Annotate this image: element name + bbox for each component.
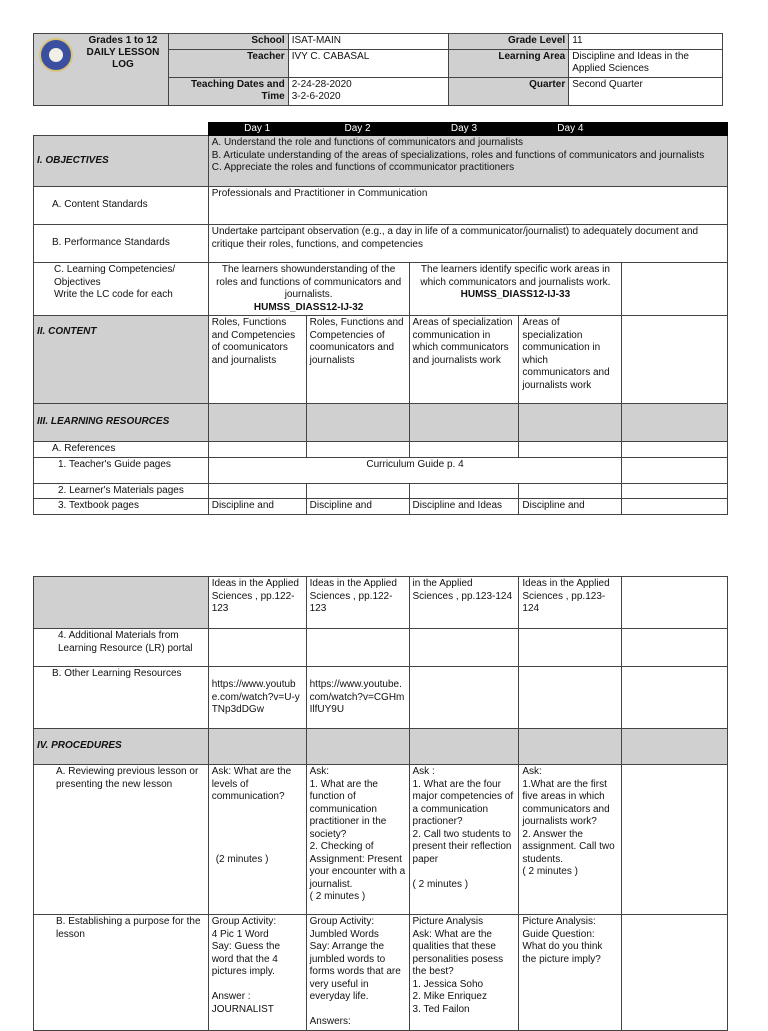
lc-day1-2 (208, 263, 409, 316)
reviewing-label: A. Reviewing previous lesson or presenting the new lesson (34, 765, 209, 915)
content-label: II. CONTENT (34, 316, 209, 404)
dates-label: Teaching Dates and Time (168, 77, 288, 105)
procedures-day4 (519, 729, 622, 765)
grade-label: Grade Level (449, 34, 569, 50)
textbook-cont-day3: in the Applied Sciences , pp.123-124 (409, 577, 519, 629)
review-day5 (622, 765, 728, 915)
references-day3 (409, 442, 519, 458)
content-day4: Areas of specialization communication in which communicators and journalists work (519, 316, 622, 404)
content-day5 (622, 316, 728, 404)
day-header-blank (34, 123, 209, 136)
lm-day3 (409, 483, 519, 499)
textbook-cont-day1: Ideas in the Applied Sciences , pp.122-123 (208, 577, 306, 629)
deped-header-cell (34, 34, 169, 106)
other-resources-day2[interactable]: https://www.youtube.com/watch?v=CGHmIlfUY9U (306, 667, 409, 729)
purpose-day1: Group Activity: 4 Pic 1 Word Say: Guess the word that the 4 pictures imply. Answer : JOURNALIST (208, 915, 306, 1031)
day-4-header: Day 4 (519, 123, 622, 136)
resources-day5 (622, 404, 728, 442)
area-value: Discipline and Ideas in the Applied Sciences (569, 49, 723, 77)
textbook-day2: Discipline and (306, 499, 409, 515)
lc-day3-4 (409, 263, 622, 316)
textbook-cont-day4: Ideas in the Applied Sciences , pp.123-124 (519, 577, 622, 629)
references-day1 (208, 442, 306, 458)
day-5-header (622, 123, 728, 136)
textbook-cont-day2: Ideas in the Applied Sciences , pp.122-123 (306, 577, 409, 629)
teacher-label: Teacher (168, 49, 288, 77)
addl-day5 (622, 629, 728, 667)
teachers-guide-label: 1. Teacher's Guide pages (34, 457, 209, 483)
lc-1-code: HUMSS_DIASS12-IJ-32 (253, 301, 364, 313)
textbook-cont-label (34, 577, 209, 629)
textbook-cont-day5 (622, 577, 728, 629)
day-3-header: Day 3 (409, 123, 519, 136)
objectives-label: I. OBJECTIVES (34, 136, 209, 187)
purpose-day4: Picture Analysis: Guide Question: What do you think the picture imply? (519, 915, 622, 1031)
purpose-day2: Group Activity: Jumbled Words Say: Arrange the jumbled words to forms words that are very useful in everyday life. Answers: (306, 915, 409, 1031)
content-standards-text: Professionals and Practitioner in Communication (208, 187, 727, 225)
review-day1-text: Ask: What are the levels of communication? (211, 766, 292, 802)
quarter-value: Second Quarter (569, 77, 723, 105)
title-line-1: Grades 1 to 12 (88, 35, 158, 46)
lc-2-code: HUMSS_DIASS12-IJ-33 (460, 289, 571, 300)
addl-day3 (409, 629, 519, 667)
title-line-3: LOG (112, 59, 134, 70)
references-label: A. References (34, 442, 209, 458)
other-day3 (409, 667, 519, 729)
teacher-value: IVY C. CABASAL (288, 49, 449, 77)
resources-day2 (306, 404, 409, 442)
purpose-label: B. Establishing a purpose for the lesson (34, 915, 209, 1031)
content-day2: Roles, Functions and Competencies of coomunicators and journalists (306, 316, 409, 404)
review-day1-time: (2 minutes ) (215, 853, 269, 865)
procedures-day2 (306, 729, 409, 765)
content-standards-label: A. Content Standards (34, 187, 209, 225)
dates-value: 2-24-28-2020 3-2-6-2020 (288, 77, 449, 105)
teachers-guide-day5 (622, 457, 728, 483)
references-day5 (622, 442, 728, 458)
other-resources-day1[interactable]: https://www.youtube.com/watch?v=U-yTNp3dDGw (208, 667, 306, 729)
day-2-header: Day 2 (306, 123, 409, 136)
resources-day3 (409, 404, 519, 442)
resources-day4 (519, 404, 622, 442)
references-day4 (519, 442, 622, 458)
review-day1 (208, 765, 306, 915)
addl-day4 (519, 629, 622, 667)
header-table (33, 33, 723, 106)
addl-day1 (208, 629, 306, 667)
grade-value: 11 (569, 34, 723, 50)
other-day4 (519, 667, 622, 729)
additional-materials-label: 4. Additional Materials from Learning Resource (LR) portal (34, 629, 209, 667)
review-day2: Ask: 1. What are the function of communication practitioner in the society? 2. Checking of Assignment: Present your encounter with a journalist. ( 2 minutes ) (306, 765, 409, 915)
purpose-day5 (622, 915, 728, 1031)
addl-day2 (306, 629, 409, 667)
other-day5 (622, 667, 728, 729)
lm-day5 (622, 483, 728, 499)
school-value: ISAT-MAIN (288, 34, 449, 50)
day-1-header: Day 1 (208, 123, 306, 136)
area-label: Learning Area (449, 49, 569, 77)
resources-day1 (208, 404, 306, 442)
textbook-day1: Discipline and (208, 499, 306, 515)
content-day1: Roles, Functions and Competencies of coomunicators and journalists (208, 316, 306, 404)
school-label: School (168, 34, 288, 50)
textbook-label: 3. Textbook pages (34, 499, 209, 515)
performance-standards-label: B. Performance Standards (34, 225, 209, 263)
review-day4: Ask: 1.What are the first five areas in which communicators and journalists work? 2. Answer the assignment. Call two students. ( 2 minutes ) (519, 765, 622, 915)
lm-day2 (306, 483, 409, 499)
procedures-day3 (409, 729, 519, 765)
dll-table-page1 (33, 122, 728, 515)
references-day2 (306, 442, 409, 458)
textbook-day5 (622, 499, 728, 515)
lc-2-text: The learners identify specific work areas in which communicators and journalists work. (420, 264, 611, 288)
procedures-label: IV. PROCEDURES (34, 729, 209, 765)
procedures-day5 (622, 729, 728, 765)
resources-label: III. LEARNING RESOURCES (34, 404, 209, 442)
objectives-text: A. Understand the role and functions of communicators and journalists B. Articulate understanding of the areas of specializations, roles and functions of communicators and journalists C. Appreciate the roles and functions of ccommunicator practitioners (208, 136, 727, 187)
learners-materials-label: 2. Learner's Materials pages (34, 483, 209, 499)
lc-1-text: The learners showunderstanding of the roles and functions of communicators and journalists. (216, 264, 402, 300)
textbook-day4: Discipline and (519, 499, 622, 515)
textbook-day3: Discipline and Ideas (409, 499, 519, 515)
quarter-label: Quarter (449, 77, 569, 105)
lc-day5 (622, 263, 728, 316)
lm-day1 (208, 483, 306, 499)
deped-seal-icon (39, 38, 73, 72)
other-resources-label: B. Other Learning Resources (34, 667, 209, 729)
lm-day4 (519, 483, 622, 499)
title-line-2: DAILY LESSON (86, 47, 160, 58)
review-day3: Ask : 1. What are the four major competencies of a communication practioner? 2. Call two students to present their reflection paper ( 2 minutes ) (409, 765, 519, 915)
purpose-day3: Picture Analysis Ask: What are the qualities that these personalities posess the best? 1. Jessica Soho 2. Mike Enriquez 3. Ted Failon (409, 915, 519, 1031)
content-day3: Areas of specialization communication in which communicators and journalists work (409, 316, 519, 404)
dll-table-page2 (33, 576, 728, 1031)
learning-competencies-label: C. Learning Competencies/ Objectives Write the LC code for each (34, 263, 209, 316)
teachers-guide-text: Curriculum Guide p. 4 (208, 457, 622, 483)
performance-standards-text: Undertake partcipant observation (e.g., a day in life of a communicator/journalist) to adequately document and critique their roles, functions, and competencies (208, 225, 727, 263)
procedures-day1 (208, 729, 306, 765)
